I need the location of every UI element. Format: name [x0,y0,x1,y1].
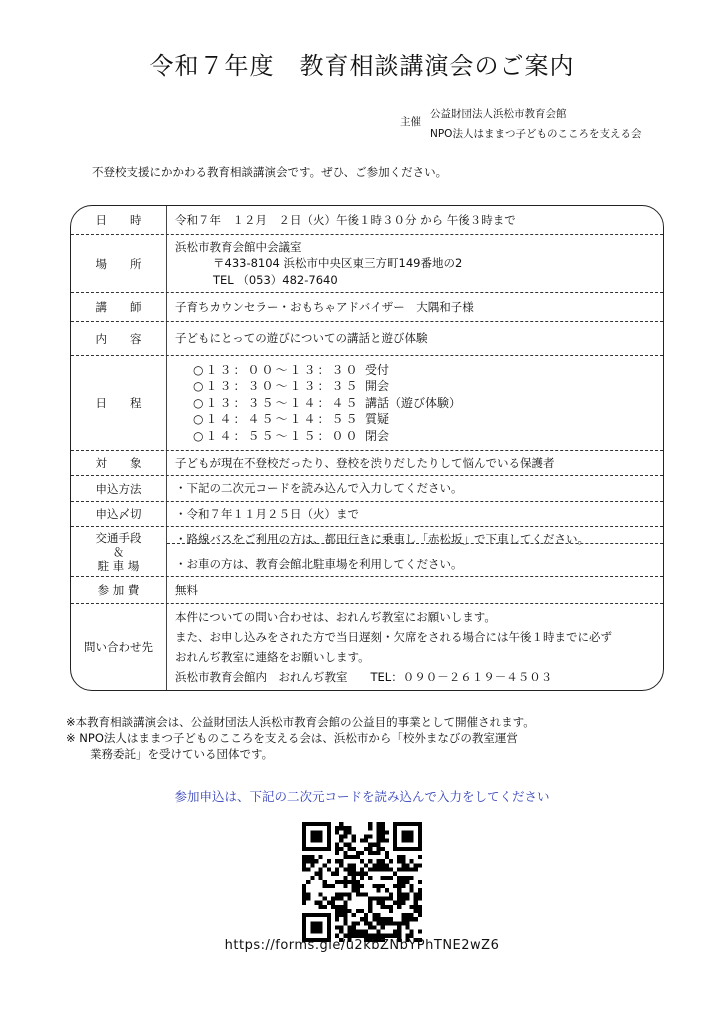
row-value: 無料 [175,582,198,597]
row-value: 子育ちカウンセラー・おもちゃアドバイザー 大隅和子様 [175,299,474,314]
row-content [71,322,663,356]
schedule-time: ○１４：４５～１４：５５ [193,412,360,427]
row-value: ・下記の二次元コードを読み込んで入力してください。 [175,481,463,496]
organizer-label: 主催 [400,116,421,128]
row-fee [71,577,663,604]
schedule-item [193,411,657,428]
row-label: 日 時 [71,206,167,234]
inquiry-line: 本件についての問い合わせは、おれんぢ教室にお願いします。 [175,610,496,624]
venue-address: 〒433-8104 浜松市中央区東三方町149番地の2 [213,256,463,271]
organizer-name: NPO法人はままつ子どものこころを支える会 [430,128,642,140]
schedule-time: ○１３：３０～１３：３５ [193,379,360,394]
schedule-item [193,378,657,395]
row-lecturer [71,293,663,322]
info-table [70,205,664,691]
note-line: ※本教育相談講演会は、公益財団法人浜松市教育会館の公益目的事業として開催されます。 [66,715,535,729]
schedule-event: 質疑 [365,412,390,427]
row-target [71,451,663,476]
row-value: ・令和７年１１月２５日（火）まで [175,506,359,521]
row-value: 子どもにとっての遊びについての講話と遊び体験 [175,331,428,346]
cta-text: 参加申込は、下記の二次元コードを読み込んで入力をしてください [174,789,550,804]
row-schedule [71,356,663,451]
row-label: 対 象 [71,451,167,475]
row-label: 日 程 [71,356,167,450]
schedule-time: ○１３：００～１３：３０ [193,362,360,377]
row-label: 交通手段 ＆ 駐 車 場 [71,527,167,576]
inquiry-line: また、お申し込みをされた方で当日遅刻・欠席をされる場合には午後１時までに必ず [175,630,612,644]
row-value: 子どもが現在不登校だったり、登校を渋りだしたりして悩んでいる保護者 [175,455,555,470]
row-label: 場 所 [71,235,167,292]
note-line: ※ NPO法人はままつ子どものこころを支える会は、浜松市から「校外まなびの教室運営 [66,731,518,745]
row-label: 問い合わせ先 [71,604,167,690]
schedule-time: ○１３：３５～１４：４５ [193,395,360,410]
note-line: 業務委託」を受けている団体です。 [90,747,274,761]
row-label: 内 容 [71,322,167,355]
inquiry-line: おれんぢ教室に連絡をお願いします。 [175,650,370,664]
qr-code-icon[interactable] [302,822,422,942]
transport-bus: ・路線バスをご利用の方は、都田行きに乗車し「赤松坂」で下車してください。 [175,532,589,546]
row-venue [71,235,663,293]
venue-tel: TEL （053）482-7640 [213,272,338,287]
schedule-time: ○１４：５５～１５：００ [193,428,360,443]
schedule-event: 受付 [365,362,390,377]
schedule-event: 閉会 [365,428,390,443]
row-label: 申込〆切 [71,502,167,526]
schedule-item [193,395,657,412]
form-url-link[interactable]: https://forms.gle/u2kbZNbYPhTNE2wZ6 [224,938,500,953]
row-label: 講 師 [71,293,167,321]
organizer-name: 公益財団法人浜松市教育会館 [430,108,567,120]
page-title: 令和７年度 教育相談講演会のご案内 [149,52,575,80]
row-deadline [71,502,663,527]
row-label: 申込方法 [71,476,167,501]
schedule-event: 講話（遊び体験） [365,395,462,410]
organizer-names [430,104,641,144]
row-label: 参 加 費 [71,577,167,603]
schedule-item [193,362,657,379]
row-apply-method [71,476,663,502]
transport-car: ・お車の方は、教育会館北駐車場を利用してください。 [175,556,463,571]
notes [66,714,535,762]
row-datetime [71,206,663,235]
intro-text: 不登校支援にかかわる教育相談講演会です。ぜひ、ご参加ください。 [92,165,448,179]
venue-name: 浜松市教育会館中会議室 [175,239,302,254]
inquiry-line: 浜松市教育会館内 おれんぢ教室 TEL：０９０－２６１９－４５０３ [175,670,553,684]
transport-divider [167,543,663,544]
row-transport [71,527,663,577]
schedule-event: 開会 [365,379,390,394]
schedule-item [193,428,657,445]
row-value: 令和７年 １２月 ２日（火）午後１時３０分 から 午後３時まで [175,212,516,227]
row-inquiry [71,604,663,690]
